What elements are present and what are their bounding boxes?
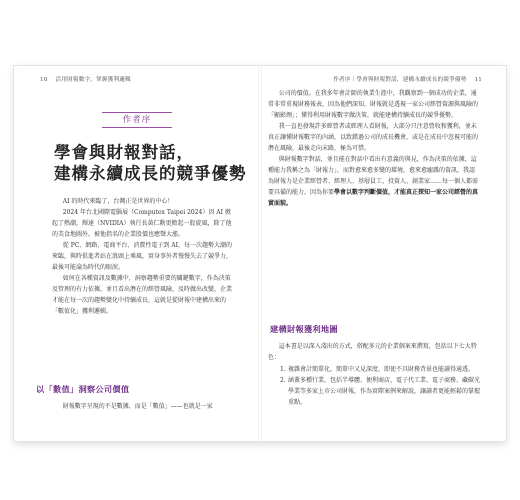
preface-label: 作者序 xyxy=(102,112,172,128)
right-intro-block xyxy=(268,341,480,363)
paragraph: 我一直也發現許多經營者或經理人看財報，大部分只注意營收和獲利，並未真正讓懂財報數字的內涵，以致錯過公司的成長機會，或是在成長中忽視可能的潛在風險，最後走向末路，極為可惜。 xyxy=(268,123,479,152)
list-item xyxy=(280,364,480,375)
paragraph: 公司的價值。在我多年會計師的執業生涯中，我觀察到一個成功的企業，通常非常重視財務報表，因為他們深知，財報就是透視一家公司經營資源與風險的「顯影劑」；懂得利用財報數字做決策，就能建構持續成長的競爭優勢。 xyxy=(268,90,479,119)
right-running-head: 作者序｜學會與財報對話，建構永續成長的競爭優勢 xyxy=(333,77,467,83)
paragraph: 與財報數字對話，並且能在對話中看出有意義的與見，作為決策的依據，這種能力我稱之為「財報力」，而對愈來愈多變的環境，愈來愈龐雜的資訊，我認為財報力是企業經營者、經理人、基層員工、投資人、創業家……每一個人都需要具備的能力，因為你要學會以數字判斷價值，才能真正探知一家公司經營的真實面貌。 xyxy=(268,156,479,207)
title-line-1: 學會與財報對話， xyxy=(54,143,194,162)
paragraph: 從 PC、網路、電商平台、消費性電子到 AI，每一次趨勢大潮的來臨，與時俱進者站在浪頭上乘風，實身事外者慢慢失去了競爭力，最後可能淪為時代的眼淚。 xyxy=(52,242,233,271)
paragraph: AI 的時代來臨了，台灣正是世界的中心！ xyxy=(62,198,174,205)
section-heading-right xyxy=(270,324,338,335)
right-body xyxy=(268,88,480,209)
section-heading-left xyxy=(36,384,129,395)
left-last-line-block xyxy=(52,401,234,412)
list-text: 涵蓋多種行業，包括半導體、便利商店、電子代工業、電子商務、藏碳光學業等多家上市公司財報，作為實際案例來解說，讓讀者更能輕鬆的掌握重點。 xyxy=(288,377,481,406)
right-page-header xyxy=(333,75,490,83)
book-spread xyxy=(14,66,506,441)
right-page-number: 11 xyxy=(474,77,482,83)
list-item xyxy=(280,375,480,408)
left-page-number: 10 xyxy=(40,77,48,83)
paragraph: 財報數字呈現的不是數據，而是「數值」——也就是一家 xyxy=(62,403,213,410)
intro-paragraph: 這本書是以深入淺出的方式，搭配多元的企業個案來撰寫，包括以下七大特色： xyxy=(268,343,477,361)
left-body xyxy=(52,196,234,317)
list-number: 2. xyxy=(280,377,286,384)
right-page xyxy=(260,66,506,441)
left-page xyxy=(14,66,260,441)
paragraph: 如何在各種資訊及數據中，洞察趨勢重要的關鍵數字，作為決策及管理的有力依據，並且看出潛在的經營風險，及時做出改變，企業才能在每一次的趨勢變化中持續成長，這就是從財報中建構出來的「數值化」獲利邏輯。 xyxy=(52,275,233,315)
list-number: 1. xyxy=(280,366,286,373)
title-line-2: 建構永續成長的競爭優勢 xyxy=(54,164,247,183)
list-text: 複雜會計簡單化，簡單中又見深度，即使不具財務背景也能讀得通透。 xyxy=(288,366,475,373)
bold-phrase: 學會以數字判斷價值，才能真正探知一家公司經營的真實面貌。 xyxy=(268,189,479,207)
left-page-header xyxy=(32,75,131,83)
left-running-head: 活用財報數字，掌握獲利邏輯 xyxy=(55,77,131,83)
paragraph: 2024 年台北國際電腦展（Computex Taipei 2024）因 AI 掀起了熱潮，輝達（NVIDIA）執行長黃仁勳更掀起一股旋風，除了他的美食地圖外，被他指名的企業股價也應聲大漲。 xyxy=(52,209,232,238)
section-heading-text: 建構財報獲利地圖 xyxy=(270,324,338,334)
section-heading-text: 以「數值」洞察公司價值 xyxy=(36,384,130,394)
feature-list xyxy=(280,364,480,408)
chapter-title xyxy=(54,142,247,184)
